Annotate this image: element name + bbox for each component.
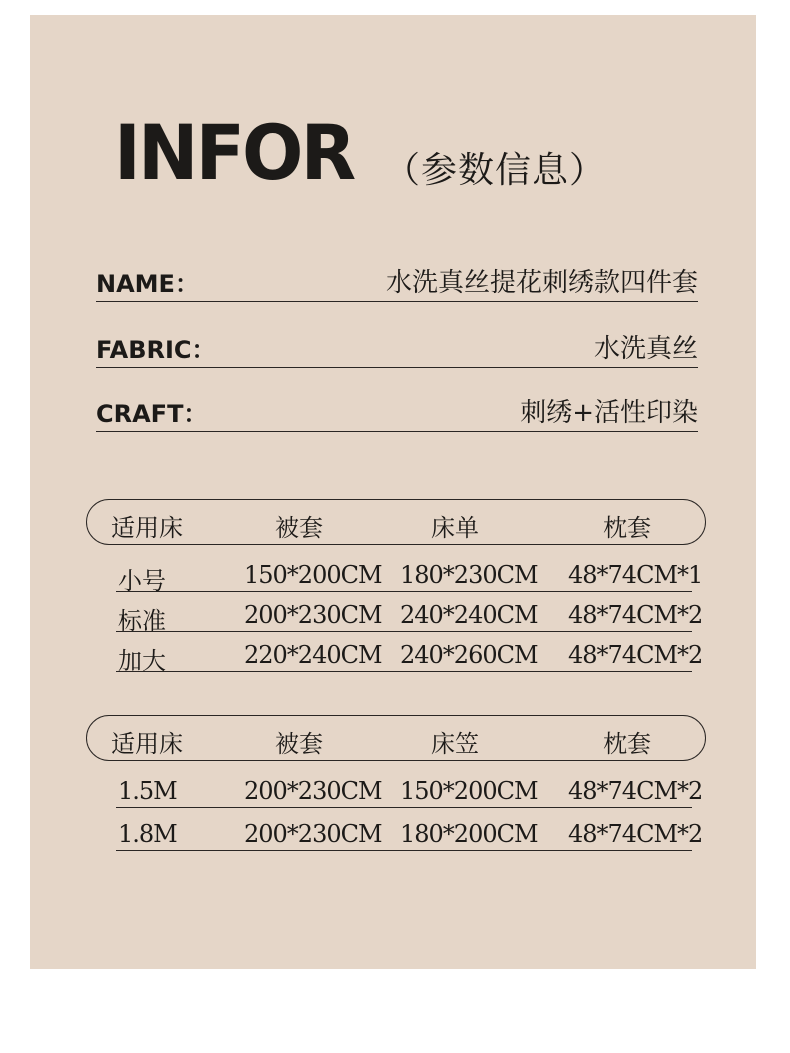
table-header-cell: 被套: [275, 514, 323, 542]
table-cell: 标准: [118, 607, 166, 635]
info-row-name: [96, 267, 698, 302]
table-cell: 150*200CM: [244, 561, 382, 589]
table-header-cell: 床笠: [431, 730, 479, 758]
table-cell: 加大: [118, 647, 166, 675]
table-cell: 180*200CM: [400, 820, 538, 848]
table-row: [116, 599, 703, 635]
table-cell: 200*230CM: [244, 777, 382, 805]
table-row: [116, 559, 703, 595]
table-header-cell: 适用床: [111, 514, 183, 542]
table-cell: 240*240CM: [400, 601, 538, 629]
info-panel: [30, 15, 756, 969]
info-row-fabric: [96, 333, 698, 368]
table-row: [116, 818, 703, 851]
table-cell: 200*230CM: [244, 820, 382, 848]
table-cell: 1.8M: [118, 820, 177, 848]
info-value: 水洗真丝: [593, 334, 698, 364]
table-cell: 48*74CM*2: [568, 820, 703, 848]
info-value: 刺绣+活性印染: [520, 398, 698, 428]
table-cell: 220*240CM: [244, 641, 382, 669]
info-label: CRAFT：: [96, 400, 208, 428]
table2-header: [86, 715, 706, 761]
page-subtitle: （参数信息）: [383, 150, 606, 191]
table-cell: 200*230CM: [244, 601, 382, 629]
table-header-cell: 枕套: [603, 514, 651, 542]
table-header-cell: 适用床: [111, 730, 183, 758]
table-header-cell: 床单: [431, 514, 479, 542]
table-row: [116, 639, 703, 675]
table-cell: 180*230CM: [400, 561, 538, 589]
table-header-cell: 枕套: [603, 730, 651, 758]
table-cell: 150*200CM: [400, 777, 538, 805]
table-cell: 48*74CM*2: [568, 777, 703, 805]
table1-header: [86, 499, 706, 545]
table-row: [116, 775, 703, 808]
table-cell: 小号: [118, 567, 166, 595]
page-title: INFOR: [114, 108, 354, 197]
table-cell: 48*74CM*1: [568, 561, 703, 589]
info-row-craft: [96, 397, 698, 432]
table-cell: 240*260CM: [400, 641, 538, 669]
title-block: [114, 108, 606, 197]
info-value: 水洗真丝提花刺绣款四件套: [385, 268, 698, 298]
table-header-cell: 被套: [275, 730, 323, 758]
table-cell: 1.5M: [118, 777, 177, 805]
info-label: NAME：: [96, 270, 199, 298]
table-cell: 48*74CM*2: [568, 641, 703, 669]
info-label: FABRIC：: [96, 336, 216, 364]
table-cell: 48*74CM*2: [568, 601, 703, 629]
